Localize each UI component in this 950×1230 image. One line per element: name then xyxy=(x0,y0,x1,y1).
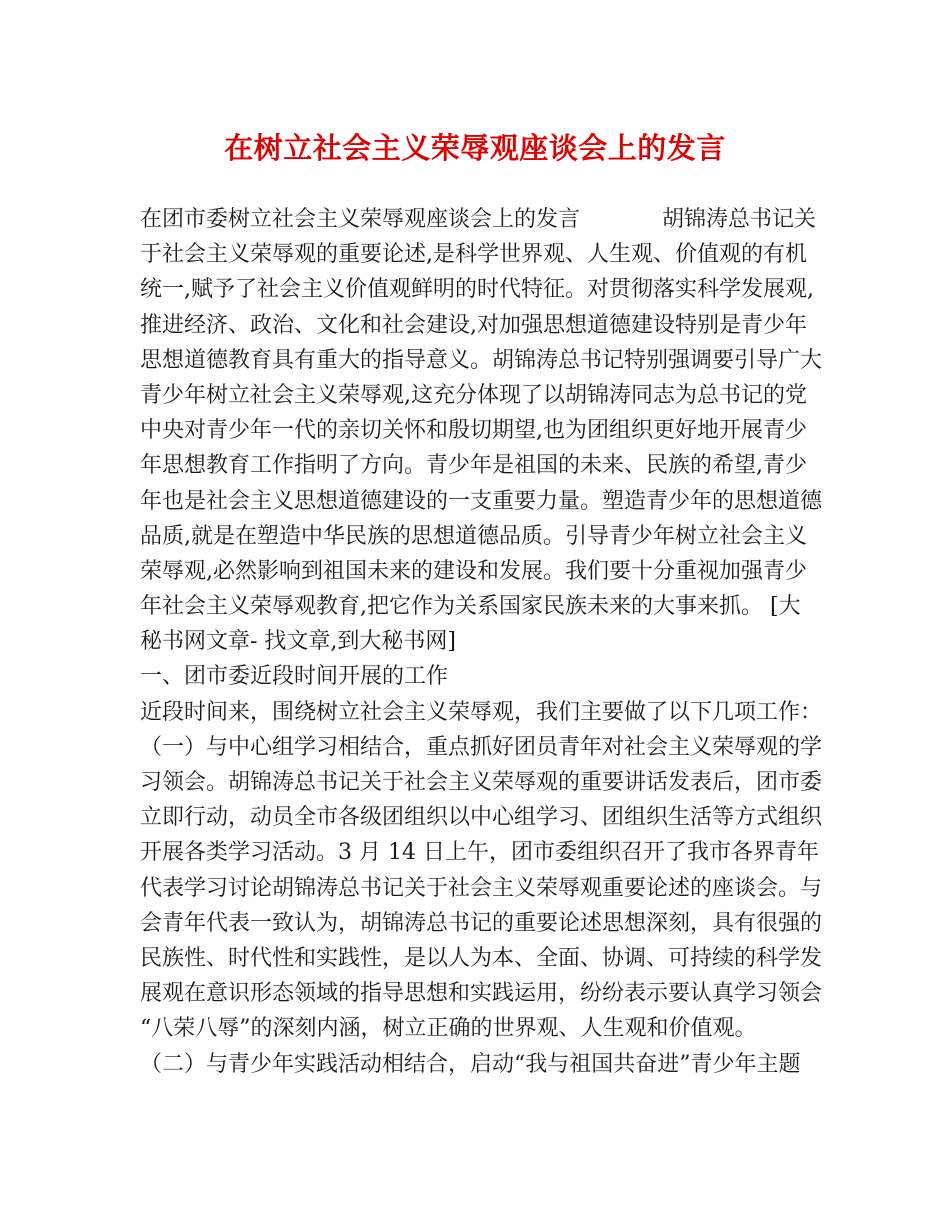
body-line-12: 年社会主义荣辱观教育,把它作为关系国家民族未来的大事来抓。 [大 xyxy=(140,594,801,620)
body-line-6: 青少年树立社会主义荣辱观,这充分体现了以胡锦涛同志为总书记的党 xyxy=(140,382,807,408)
body-line-10: 品质,就是在塑造中华民族的思想道德品质。引导青少年树立社会主义 xyxy=(140,523,807,549)
body-line-8: 年思想教育工作指明了方向。青少年是祖国的未来、民族的希望,青少 xyxy=(140,453,807,479)
body-line-22: 民族性、时代性和实践性，是以人为本、全面、协调、可持续的科学发 xyxy=(140,945,823,971)
body-line-19: 开展各类学习活动。3 月 14 日上午，团市委组织召开了我市各界青年 xyxy=(140,840,819,866)
body-line-5: 思想道德教育具有重大的指导意义。胡锦涛总书记特别强调要引导广大 xyxy=(140,347,823,373)
body-line-1 xyxy=(140,202,815,237)
body-line-20: 代表学习讨论胡锦涛总书记关于社会主义荣辱观重要论述的座谈会。与 xyxy=(140,875,823,901)
body-line-3: 统一,赋予了社会主义价值观鲜明的时代特征。对贯彻落实科学发展观, xyxy=(140,277,814,303)
body-line-15: 近段时间来，围绕树立社会主义荣辱观，我们主要做了以下几项工作： xyxy=(140,699,823,725)
body-line-18: 立即行动，动员全市各级团组织以中心组学习、团组织生活等方式组织 xyxy=(140,805,823,831)
section-heading-1: 一、团市委近段时间开展的工作 xyxy=(140,664,449,690)
body-line-17: 习领会。胡锦涛总书记关于社会主义荣辱观的重要讲话发表后，团市委 xyxy=(140,770,823,795)
body-line-23: 展观在意识形态领域的指导思想和实践运用，纷纷表示要认真学习领会 xyxy=(140,981,823,1007)
document-title: 在树立社会主义荣辱观座谈会上的发言 xyxy=(224,131,726,165)
body-line-24: “八荣八辱”的深刻内涵，树立正确的世界观、人生观和价值观。 xyxy=(140,1016,757,1042)
body-line-9: 年也是社会主义思想道德建设的一支重要力量。塑造青少年的思想道德 xyxy=(140,488,823,514)
body-line-2: 于社会主义荣辱观的重要论述,是科学世界观、人生观、价值观的有机 xyxy=(140,242,807,268)
body-line-21: 会青年代表一致认为，胡锦涛总书记的重要论述思想深刻，具有很强的 xyxy=(140,910,823,936)
body-line-1-text: 在团市委树立社会主义荣辱观座谈会上的发言 xyxy=(140,207,581,232)
body-line-16: （一）与中心组学习相结合，重点抓好团员青年对社会主义荣辱观的学 xyxy=(140,734,823,760)
body-line-11: 荣辱观,必然影响到祖国未来的建设和发展。我们要十分重视加强青少 xyxy=(140,558,807,584)
body-line-1-continuation: 胡锦涛总书记关 xyxy=(662,207,817,232)
body-line-13: 秘书网文章- 找文章,到大秘书网] xyxy=(140,629,457,655)
document-body xyxy=(140,202,823,1082)
body-line-7: 中央对青少年一代的亲切关怀和殷切期望,也为团组织更好地开展青少 xyxy=(140,418,807,444)
body-line-25: （二）与青少年实践活动相结合，启动“我与祖国共奋进”青少年主题 xyxy=(140,1051,801,1077)
body-line-4: 推进经济、政治、文化和社会建设,对加强思想道德建设特别是青少年 xyxy=(140,312,807,338)
